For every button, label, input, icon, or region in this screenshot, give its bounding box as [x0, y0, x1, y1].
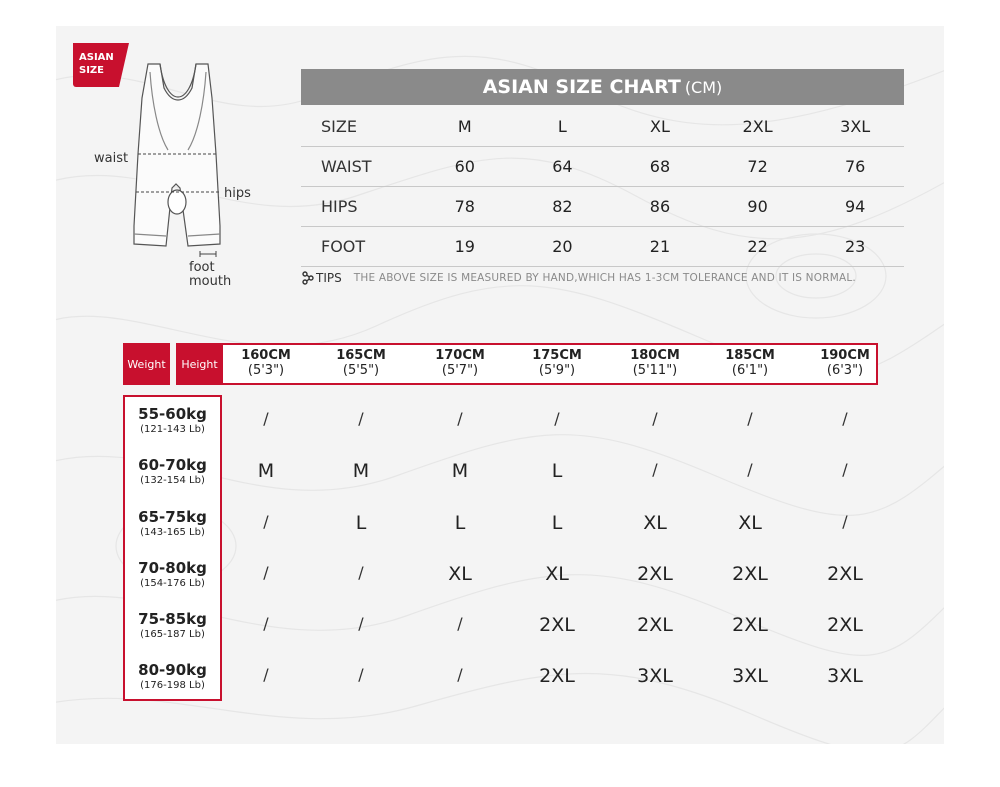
row-label: SIZE: [321, 117, 357, 136]
height-cm: 165CM: [336, 348, 386, 363]
height-column-header: [800, 348, 890, 378]
weight-row-header: [125, 610, 220, 641]
weight-lb: (121-143 Lb): [140, 424, 205, 435]
foot-label: foot: [189, 260, 215, 275]
height-ft: (6'3"): [826, 363, 864, 378]
waist-label: waist: [94, 151, 129, 166]
height-cm: 175CM: [532, 348, 582, 363]
fit-cell: /: [842, 460, 848, 479]
height-cm: 185CM: [725, 348, 775, 363]
fit-cell: M: [257, 460, 275, 482]
weight-kg: 75-85kg: [138, 610, 207, 628]
fit-cell: /: [652, 409, 658, 428]
weight-lb: (165-187 Lb): [140, 629, 205, 640]
size-chart-title: [301, 69, 904, 105]
table-cell: 82: [552, 197, 573, 216]
fit-cell: XL: [448, 563, 472, 585]
table-cell: XL: [650, 117, 670, 136]
fit-cell: /: [457, 665, 463, 684]
fit-cell: /: [263, 665, 269, 684]
table-cell: 21: [649, 237, 671, 256]
badge-line-2: SIZE: [79, 65, 105, 76]
fit-cell: L: [551, 460, 563, 482]
height-ft: (5'7"): [441, 363, 479, 378]
fit-cell: 2XL: [637, 614, 673, 636]
table-cell: 76: [844, 157, 866, 176]
height-cm: 170CM: [435, 348, 485, 363]
weight-kg: 55-60kg: [138, 405, 207, 423]
fit-cell: XL: [643, 512, 667, 534]
fit-cell: 3XL: [732, 665, 768, 687]
fit-cell: /: [263, 563, 269, 582]
fit-cell: 3XL: [827, 665, 863, 687]
size-chart-unit: (CM): [684, 77, 723, 97]
fit-cell: 3XL: [637, 665, 673, 687]
weight-row-header: [125, 559, 220, 590]
height-ft: (5'9"): [538, 363, 576, 378]
height-cm: 160CM: [241, 348, 291, 363]
table-cell: 64: [552, 157, 573, 176]
fit-cell: 2XL: [732, 614, 768, 636]
height-ft: (5'5"): [342, 363, 380, 378]
foot-row: [301, 227, 904, 267]
size-row: [301, 107, 904, 147]
weight-column-frame: [123, 395, 222, 701]
table-cell: L: [557, 117, 567, 136]
height-ft: (5'3"): [247, 363, 285, 378]
fit-cell: /: [457, 614, 463, 633]
fit-cell: 2XL: [539, 614, 575, 636]
table-cell: 68: [649, 157, 671, 176]
fit-cell: /: [358, 665, 364, 684]
fit-cell: 2XL: [539, 665, 575, 687]
height-column-header: [705, 348, 795, 378]
weight-row-header: [125, 508, 220, 539]
fit-cell: /: [263, 614, 269, 633]
fit-cell: /: [358, 409, 364, 428]
fit-cell: /: [263, 409, 269, 428]
weight-row-header: [125, 456, 220, 487]
fit-cell: /: [358, 563, 364, 582]
fit-cell: M: [451, 460, 469, 482]
weight-lb: (132-154 Lb): [140, 475, 205, 486]
fit-cell: XL: [545, 563, 569, 585]
table-cell: 78: [454, 197, 475, 216]
weight-row-header: [125, 405, 220, 436]
hips-row: [301, 187, 904, 227]
weight-lb: (154-176 Lb): [140, 578, 205, 589]
fit-cell: /: [747, 460, 753, 479]
row-label: FOOT: [321, 237, 366, 256]
height-column-header: [316, 348, 406, 378]
weight-kg: 65-75kg: [138, 508, 207, 526]
fit-cell: /: [457, 409, 463, 428]
network-nodes-icon: [302, 271, 314, 285]
height-column-header: [610, 348, 700, 378]
fit-cell: 2XL: [827, 563, 863, 585]
mouth-label: mouth: [189, 274, 232, 289]
size-chart-title-text: ASIAN SIZE CHART: [482, 76, 681, 98]
waist-row: [301, 147, 904, 187]
weight-row-header: [125, 661, 220, 692]
weight-kg: 80-90kg: [138, 661, 207, 679]
row-label: WAIST: [321, 157, 372, 176]
table-cell: M: [457, 117, 472, 136]
weight-lb: (176-198 Lb): [140, 680, 205, 691]
weight-kg: 60-70kg: [138, 456, 207, 474]
fit-cell: 2XL: [732, 563, 768, 585]
table-cell: 23: [844, 237, 866, 256]
fit-cell: L: [355, 512, 367, 534]
height-column-header: [415, 348, 505, 378]
fit-cell: 2XL: [637, 563, 673, 585]
height-header: Height: [176, 343, 223, 385]
tips-label: TIPS: [316, 271, 342, 285]
height-ft: (6'1"): [731, 363, 769, 378]
weight-lb: (143-165 Lb): [140, 527, 205, 538]
height-cm: 180CM: [630, 348, 680, 363]
fit-cell: /: [842, 512, 848, 531]
weight-header: Weight: [123, 343, 170, 385]
height-cm: 190CM: [820, 348, 870, 363]
fit-cell: /: [554, 409, 560, 428]
badge-line-1: ASIAN: [79, 52, 114, 63]
fit-cell: M: [352, 460, 370, 482]
table-cell: 60: [454, 157, 475, 176]
table-cell: 3XL: [840, 117, 871, 136]
fit-cell: /: [358, 614, 364, 633]
fit-cell: XL: [738, 512, 762, 534]
tips-note: [302, 271, 856, 285]
fit-cell: /: [263, 512, 269, 531]
tips-text: THE ABOVE SIZE IS MEASURED BY HAND,WHICH HAS 1-3CM TOLERANCE AND IT IS NORMAL.: [353, 272, 856, 284]
fit-cell: L: [551, 512, 563, 534]
height-ft: (5'11"): [632, 363, 678, 378]
table-cell: 20: [552, 237, 573, 256]
table-cell: 90: [747, 197, 768, 216]
height-column-header: [221, 348, 311, 378]
fit-cell: 2XL: [827, 614, 863, 636]
fit-cell: /: [747, 409, 753, 428]
fit-cell: L: [454, 512, 466, 534]
table-cell: 72: [747, 157, 768, 176]
height-column-header: [512, 348, 602, 378]
fit-cell: /: [652, 460, 658, 479]
table-cell: 2XL: [742, 117, 773, 136]
row-label: HIPS: [321, 197, 358, 216]
table-cell: 22: [747, 237, 768, 256]
table-cell: 86: [649, 197, 671, 216]
table-cell: 94: [844, 197, 866, 216]
weight-kg: 70-80kg: [138, 559, 207, 577]
fit-cell: /: [842, 409, 848, 428]
table-cell: 19: [454, 237, 475, 256]
hips-label: hips: [224, 186, 251, 201]
size-table: [301, 107, 904, 267]
